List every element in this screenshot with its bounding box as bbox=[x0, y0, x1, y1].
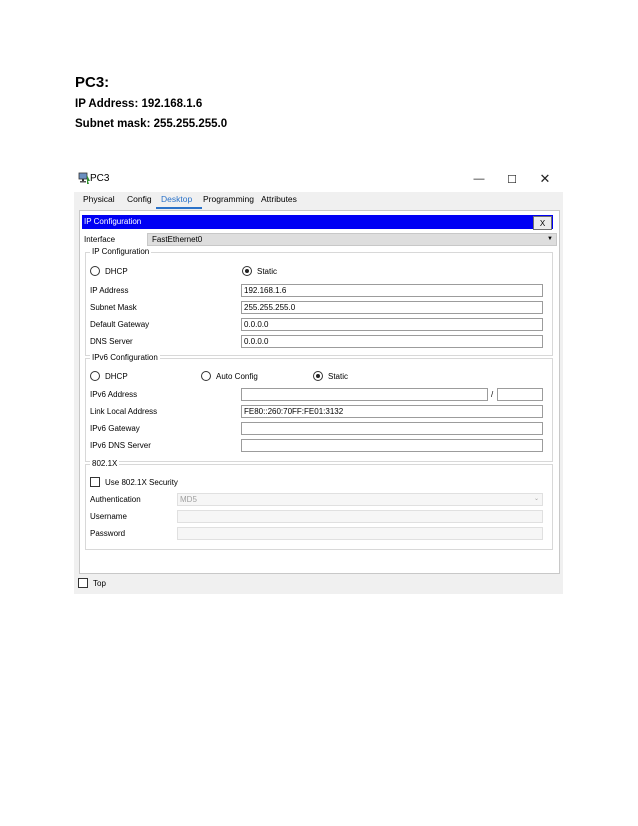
radio-selected-icon bbox=[313, 371, 323, 381]
radio-unselected-icon bbox=[90, 266, 100, 276]
chevron-down-icon: ▼ bbox=[547, 236, 553, 242]
use-8021x-checkbox[interactable] bbox=[90, 477, 178, 487]
prefix-separator: / bbox=[491, 390, 494, 399]
pc3-window bbox=[74, 166, 563, 594]
top-checkbox[interactable] bbox=[78, 578, 106, 588]
default-gateway-label: Default Gateway bbox=[90, 320, 150, 329]
top-label: Top bbox=[93, 578, 106, 588]
dns-server-input[interactable]: 0.0.0.0 bbox=[241, 335, 543, 348]
ipv4-static-label: Static bbox=[257, 266, 278, 276]
checkbox-unchecked-icon bbox=[78, 578, 88, 588]
radio-selected-icon bbox=[242, 266, 252, 276]
ipv6-dhcp-radio[interactable] bbox=[90, 371, 128, 381]
tab-physical[interactable]: Physical bbox=[83, 194, 115, 204]
interface-label: Interface bbox=[84, 235, 116, 244]
tab-programming[interactable]: Programming bbox=[203, 194, 255, 204]
close-button[interactable] bbox=[535, 170, 555, 188]
ipv6-auto-config-label: Auto Config bbox=[216, 371, 258, 381]
link-local-address-label: Link Local Address bbox=[90, 407, 158, 416]
dot1x-group bbox=[85, 459, 553, 550]
password-input[interactable] bbox=[177, 527, 543, 540]
ipv4-dhcp-radio[interactable] bbox=[90, 266, 128, 276]
ipv6-address-input[interactable] bbox=[241, 388, 488, 401]
ipv6-prefix-input[interactable] bbox=[497, 388, 543, 401]
radio-unselected-icon bbox=[90, 371, 100, 381]
window-titlebar bbox=[74, 166, 563, 192]
tab-attributes[interactable]: Attributes bbox=[261, 194, 297, 204]
ipv6-gateway-label: IPv6 Gateway bbox=[90, 424, 140, 433]
username-label: Username bbox=[90, 512, 127, 521]
default-gateway-input[interactable]: 0.0.0.0 bbox=[241, 318, 543, 331]
ipv4-dhcp-label: DHCP bbox=[105, 266, 128, 276]
ipv6-address-label: IPv6 Address bbox=[90, 390, 138, 399]
authentication-value: MD5 bbox=[180, 495, 197, 504]
checkbox-unchecked-icon bbox=[90, 477, 100, 487]
ipv6-dns-server-label: IPv6 DNS Server bbox=[90, 441, 151, 450]
ipv6-gateway-input[interactable] bbox=[241, 422, 543, 435]
ipv6-group-title: IPv6 Configuration bbox=[92, 353, 158, 362]
ip-configuration-close-button[interactable]: X bbox=[533, 216, 552, 230]
interface-value: FastEthernet0 bbox=[152, 235, 203, 244]
ipv4-group-title: IP Configuration bbox=[92, 247, 150, 256]
ipv4-configuration-group bbox=[85, 247, 553, 356]
active-tab-indicator bbox=[156, 207, 202, 209]
tab-config[interactable]: Config bbox=[127, 194, 152, 204]
desktop-panel bbox=[79, 210, 560, 574]
ip-configuration-titlebar bbox=[82, 215, 553, 229]
subnet-mask-label: Subnet Mask bbox=[90, 303, 137, 312]
window-title: PC3 bbox=[90, 173, 110, 184]
authentication-label: Authentication bbox=[90, 495, 141, 504]
minimize-button[interactable] bbox=[469, 170, 489, 188]
ipv6-dns-server-input[interactable] bbox=[241, 439, 543, 452]
ipv6-static-label: Static bbox=[328, 371, 349, 381]
ip-configuration-title: IP Configuration bbox=[84, 217, 142, 226]
document-ip-line: IP Address: 192.168.1.6 bbox=[75, 98, 203, 110]
dot1x-group-title: 802.1X bbox=[92, 459, 118, 468]
close-icon: ✕ bbox=[539, 171, 551, 186]
document-heading: PC3: bbox=[75, 74, 110, 91]
ip-address-input[interactable]: 192.168.1.6 bbox=[241, 284, 543, 297]
ipv6-configuration-group bbox=[85, 353, 553, 462]
ip-address-label: IP Address bbox=[90, 286, 129, 295]
minimize-icon: — bbox=[473, 173, 485, 185]
username-input[interactable] bbox=[177, 510, 543, 523]
interface-select[interactable] bbox=[147, 233, 557, 246]
radio-unselected-icon bbox=[201, 371, 211, 381]
maximize-icon: ☐ bbox=[507, 173, 517, 186]
link-local-address-input[interactable]: FE80::260:70FF:FE01:3132 bbox=[241, 405, 543, 418]
document-mask-line: Subnet mask: 255.255.255.0 bbox=[75, 118, 228, 130]
ipv6-dhcp-label: DHCP bbox=[105, 371, 128, 381]
maximize-button[interactable] bbox=[502, 170, 522, 188]
ipv4-static-radio[interactable] bbox=[242, 266, 277, 276]
dns-server-label: DNS Server bbox=[90, 337, 133, 346]
authentication-select[interactable] bbox=[177, 493, 543, 506]
use-8021x-label: Use 802.1X Security bbox=[105, 477, 178, 487]
subnet-mask-input[interactable]: 255.255.255.0 bbox=[241, 301, 543, 314]
tab-desktop[interactable]: Desktop bbox=[161, 194, 193, 204]
password-label: Password bbox=[90, 529, 126, 538]
chevron-down-icon: ⌄ bbox=[533, 496, 539, 502]
ipv6-auto-config-radio[interactable] bbox=[201, 371, 258, 381]
ipv6-static-radio[interactable] bbox=[313, 371, 348, 381]
